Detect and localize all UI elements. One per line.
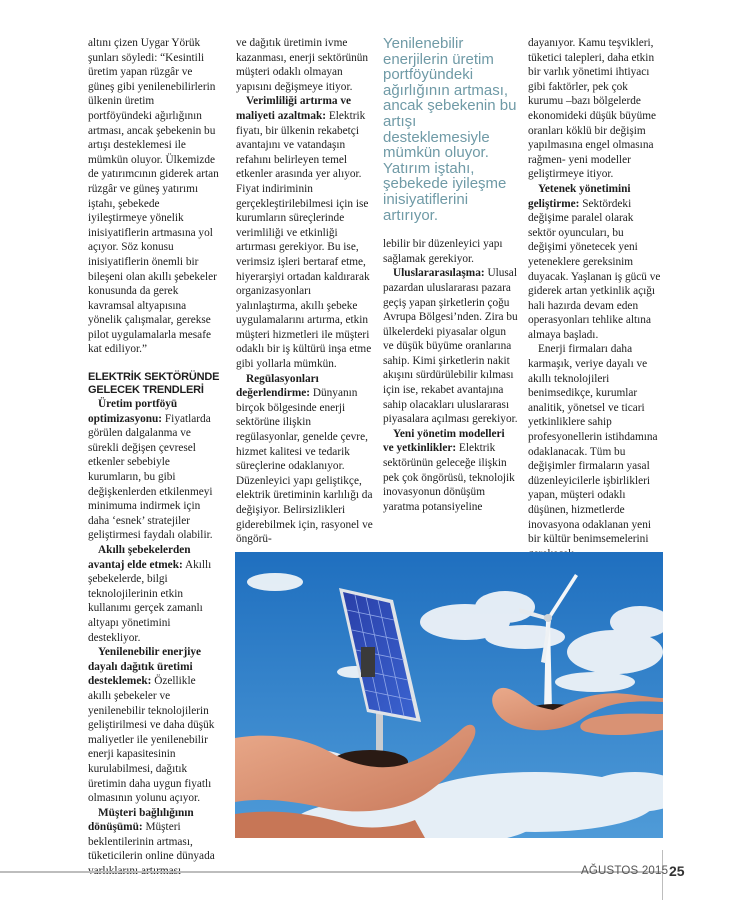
trend-heading: Verimliliği artırma ve maliyeti azaltmak: <box>236 95 351 122</box>
section-heading-line1: ELEKTRİK SEKTÖRÜNDE <box>88 371 220 384</box>
trend-heading: Regülasyonları değerlendirme: <box>236 372 319 400</box>
hands-solar-wind-photo <box>235 552 663 838</box>
trend-heading: Yetenek yönetimini geliştirme: <box>528 182 631 210</box>
trend-heading: Uluslararasılaşma: <box>393 267 485 280</box>
trend-heading: Müşteri bağlılığının dönüşümü: <box>88 806 194 834</box>
page-number: 25 <box>669 863 685 879</box>
section-heading-line2: GELECEK TRENDLERİ <box>88 384 204 397</box>
article-column-4 <box>528 36 663 561</box>
trend-paragraph: Yenilenebilir enerjiye dayalı dağıtık üretimi desteklemek: Özellikle akıllı şebekeler ve yenilenebilir teknolojilerin geliştirilmesi ve daha düşük maliyetler ile yenilenebilir enerji kapasitesinin kurulabilmesi, dağıtık üretimin daha uygun fiyatlı olmasının yolunu açıyor. <box>88 646 215 805</box>
trend-paragraph: Verimliliği artırma ve maliyeti azaltmak: Elektrik fiyatı, bir ülkenin rekabetçi avantajını ve vatandaşın refahını belirleyen temel etkenler arasında yer alıyor. Fiyat indiriminin gerçekleştirilebilmesi için ise kurumların süreçlerinde verimliliği ve etkinliği artırması gerekiyor. Bu ise, verimsiz işleri bertaraf etme, hiyerarşiyi ortadan kaldırarak organizasyonları yalınlaştırma, akıllı şebeke uygulamalarını artırma, etkin müşteri hizmetleri ile müşteri odaklı bir iş kültürü inşa etme gibi yollarla mümkün. <box>236 95 372 371</box>
trend-paragraph: Müşteri bağlılığının dönüşümü: Müşteri beklentilerinin artması, tüketicilerin online dünyada <box>88 806 215 863</box>
trend-heading: Üretim portföyü optimizasyonu: <box>88 398 178 425</box>
trend-paragraph: Yetenek yönetimini geliştirme: Sektördeki değişime paralel olarak sektör oyuncuları, bu değişimi yönetecek yeni yeteneklere gereksinim duyacak. Yaşlanan iş gücü ve giderek artan yetkinlik açığı hali hazırda devam eden operasyonları tehlike altına almaya başladı. <box>528 182 661 341</box>
trend-paragraph: Akıllı şebekelerden avantaj elde etmek: Akıllı şebekelerde, bilgi teknolojilerinin etkin kullanımı gerçek zamanlı altyapı yönetimini destekliyor. <box>88 544 212 644</box>
trend-heading: Yenilenebilir enerjiye dayalı dağıtık üretimi desteklemek: <box>88 646 202 688</box>
trend-paragraph: Yeni yönetim modelleri ve yetkinlikler: Elektrik sektörünün geleceğe ilişkin pek çok öngörüsü, teknolojik inovasyonun dönüşüm yaratma potansiyeline <box>383 427 515 513</box>
article-column-3 <box>383 36 518 514</box>
article-column-2 <box>236 36 373 547</box>
issue-date: AĞUSTOS 2015 <box>581 865 669 877</box>
pull-quote: Yenilenebilir enerjilerin üretim portföyündeki ağırlığının artması, ancak şebekenin bu artışı desteklemesiyle mümkün oluyor. Yatırım iştahı, şebekede iyileşme inisiyatiflerini artırıyor. <box>383 35 517 224</box>
trend-paragraph: Üretim portföyü optimizasyonu: Fiyatlarda görülen dalgalanma ve sürekli değişen çevresel etkenler sebebiyle kurumların, bu gibi değişkenlerden etkilenmeyi minimuma indirmek için daha ‘esnek’ stratejiler geliştirmesi faydalı olabilir. <box>88 398 213 542</box>
paragraph: dayanıyor. Kamu teşvikleri, tüketici talepleri, daha etkin bir varlık yönetimi ihtiyacı gibi faktörler, pek çok kurumu –bazı bölgelerde ekonomideki düşük büyüme oranları köklü bir değişim yapılmasına engel olmasına rağmen- yeni modeller geliştirmeye itiyor. <box>528 37 657 181</box>
footer-rule <box>0 871 662 873</box>
trend-heading: Akıllı şebekelerden avantaj elde etmek: <box>88 544 191 571</box>
paragraph: ve dağıtık üretimin ivme kazanması, enerji sektörünün müşteri odaklı olmayan yapısını değişmeye itiyor. <box>236 37 369 93</box>
paragraph: altını çizen Uygar Yörük şunları söyledi: “Kesintili üretim yapan rüzgâr ve güneş gibi yenilenebilirlerin ülkenin üretim portföyündeki ağırlığının artması, ancak şebekenin bu artışı desteklemesi ile mümkün oluyor. Ülkemizde de yatırımcının giderek artan rüzgâr ve güneş yatırımı iştahı, şebekede iyileştirmeye yönelik inisiyatiflerin artmasına yol açıyor. Söz konusu inisiyatiflerin önemli bir bileşeni olan akıllı şebekeler konusunda da gerek kavramsal altyapısına yönelik çalışmalar, gerekse pilot uygulamalarla mesafe kat ediliyor.” <box>88 37 219 356</box>
paragraph: lebilir bir düzenleyici yapı sağlamak gerekiyor. <box>383 238 503 265</box>
trend-heading: Yeni yönetim modelleri ve yetkinlikler: <box>383 427 505 455</box>
article-column-1 <box>88 36 221 879</box>
paragraph: Enerji firmaları daha karmaşık, veriye dayalı ve akıllı teknolojileri benimsedikçe, kurumlar analitik, yönetsel ve ticari yetkinliklere sahip profesyonellerin istihdamına odaklanacak. Tüm bu değişimler firmaların yasal düzenleyicilerle işbirlikleri yapan, müşteri odaklı düşünen, hizmetlerde inovasyona odaklanan yeni bir kültür benimsemelerini <box>528 343 658 546</box>
trend-paragraph: Regülasyonları değerlendirme: Dünyanın birçok bölgesinde enerji sektörüne ilişkin regülasyonlar, genelde çevre, hizmet kalitesi ve tedarik süreçlerine odaklanıyor. Düzenleyici yapı geliştikçe, elektrik üretiminin karlılığı da değişiyor. Belirsizlikleri giderebilmek için, rasyonel ve öngörü- <box>236 372 373 546</box>
trend-paragraph: Uluslararasılaşma: Ulusal pazardan uluslararası pazara geçiş yapan şirketlerin çoğu Avrupa Bölgesi’nden. Zira bu ülkelerdeki piyasalar olgun ve düşük büyüme oranlarına sahip. Kimi şirketlerin nakit akışını sürdürülebilir kılması için ise, rekabet avantajına sahip olacakları uluslararası piyasalara açılması gerekiyor. <box>383 267 518 426</box>
